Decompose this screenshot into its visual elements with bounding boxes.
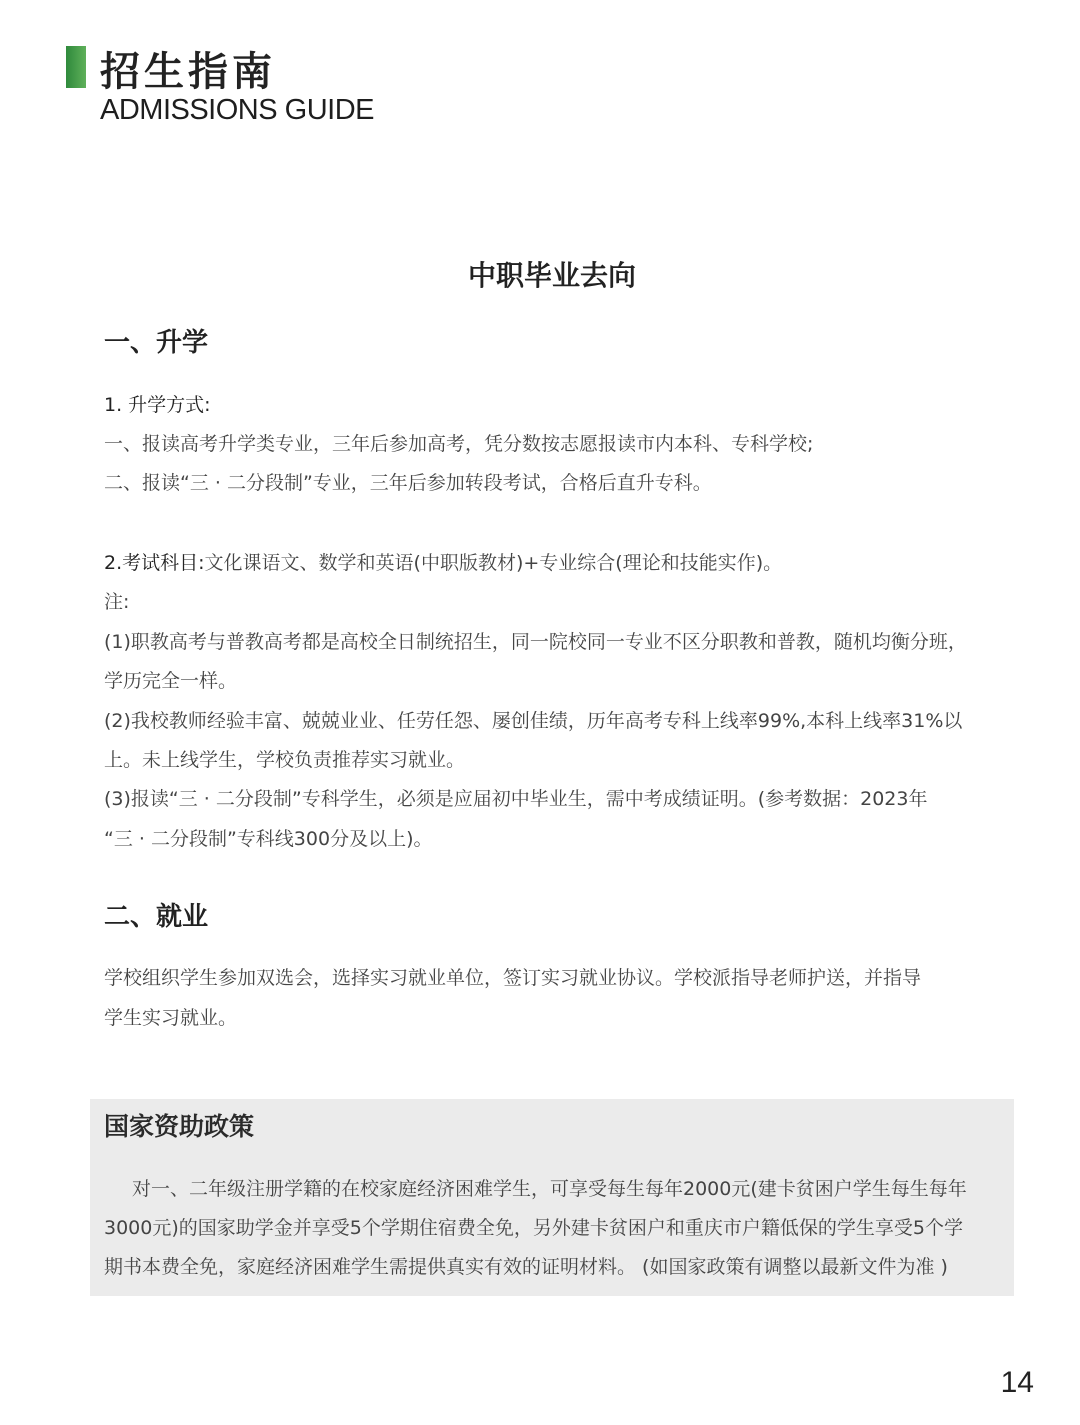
- exam-subjects-label: 2.考试科目:: [104, 552, 205, 574]
- note-2-line-2: 上。未上线学生，学校负责推荐实习就业。: [104, 749, 466, 771]
- header-accent-bar: [66, 46, 86, 88]
- study-method-line-2: 二、报读“三 · 二分段制”专业，三年后参加转段考试，合格后直升专科。: [104, 472, 712, 494]
- note-1-line-1: (1)职教高考与普教高考都是高校全日制统招生，同一院校同一专业不区分职教和普教，随机均衡分班，: [104, 631, 967, 653]
- section-heading-employment: 二、就业: [104, 902, 209, 932]
- header-subtitle: ADMISSIONS GUIDE: [100, 94, 374, 126]
- section-heading-further-study: 一、升学: [104, 328, 209, 358]
- financial-aid-line-2: 3000元)的国家助学金并享受5个学期住宿费全免，另外建卡贫困户和重庆市户籍低保的学生享受5个学: [104, 1217, 963, 1239]
- study-method-line-1: 一、报读高考升学类专业，三年后参加高考，凭分数按志愿报读市内本科、专科学校;: [104, 433, 814, 455]
- financial-aid-box: [90, 1099, 1014, 1296]
- financial-aid-line-1: 对一、二年级注册学籍的在校家庭经济困难学生，可享受每生每年2000元(建卡贫困户学生每生每年: [132, 1178, 967, 1200]
- page-number: 14: [1000, 1366, 1034, 1399]
- header-title: 招生指南: [100, 49, 276, 95]
- employment-line-1: 学校组织学生参加双选会，选择实习就业单位，签订实习就业协议。学校派指导老师护送，并指导: [104, 967, 922, 989]
- note-3-line-1: (3)报读“三 · 二分段制”专科学生，必须是应届初中毕业生，需中考成绩证明。(参考数据：2023年: [104, 788, 928, 810]
- study-method-label: 1. 升学方式:: [104, 394, 211, 416]
- note-2-line-1: (2)我校教师经验丰富、兢兢业业、任劳任怨、屡创佳绩，历年高考专科上线率99%,本科上线率31%以: [104, 710, 963, 732]
- note-1-line-2: 学历完全一样。: [104, 670, 238, 692]
- financial-aid-title: 国家资助政策: [104, 1112, 255, 1141]
- exam-subjects-text: 文化课语文、数学和英语(中职版教材)+专业综合(理论和技能实作)。: [204, 552, 783, 574]
- document-title: 中职毕业去向: [467, 259, 636, 292]
- exam-subjects-line: [104, 548, 782, 575]
- note-3-line-2: “三 · 二分段制”专科线300分及以上)。: [104, 828, 433, 850]
- note-label: 注:: [104, 591, 130, 613]
- employment-line-2: 学生实习就业。: [104, 1007, 238, 1029]
- financial-aid-line-3: 期书本费全免，家庭经济困难学生需提供真实有效的证明材料。 (如国家政策有调整以最新文件为准 ): [104, 1256, 948, 1278]
